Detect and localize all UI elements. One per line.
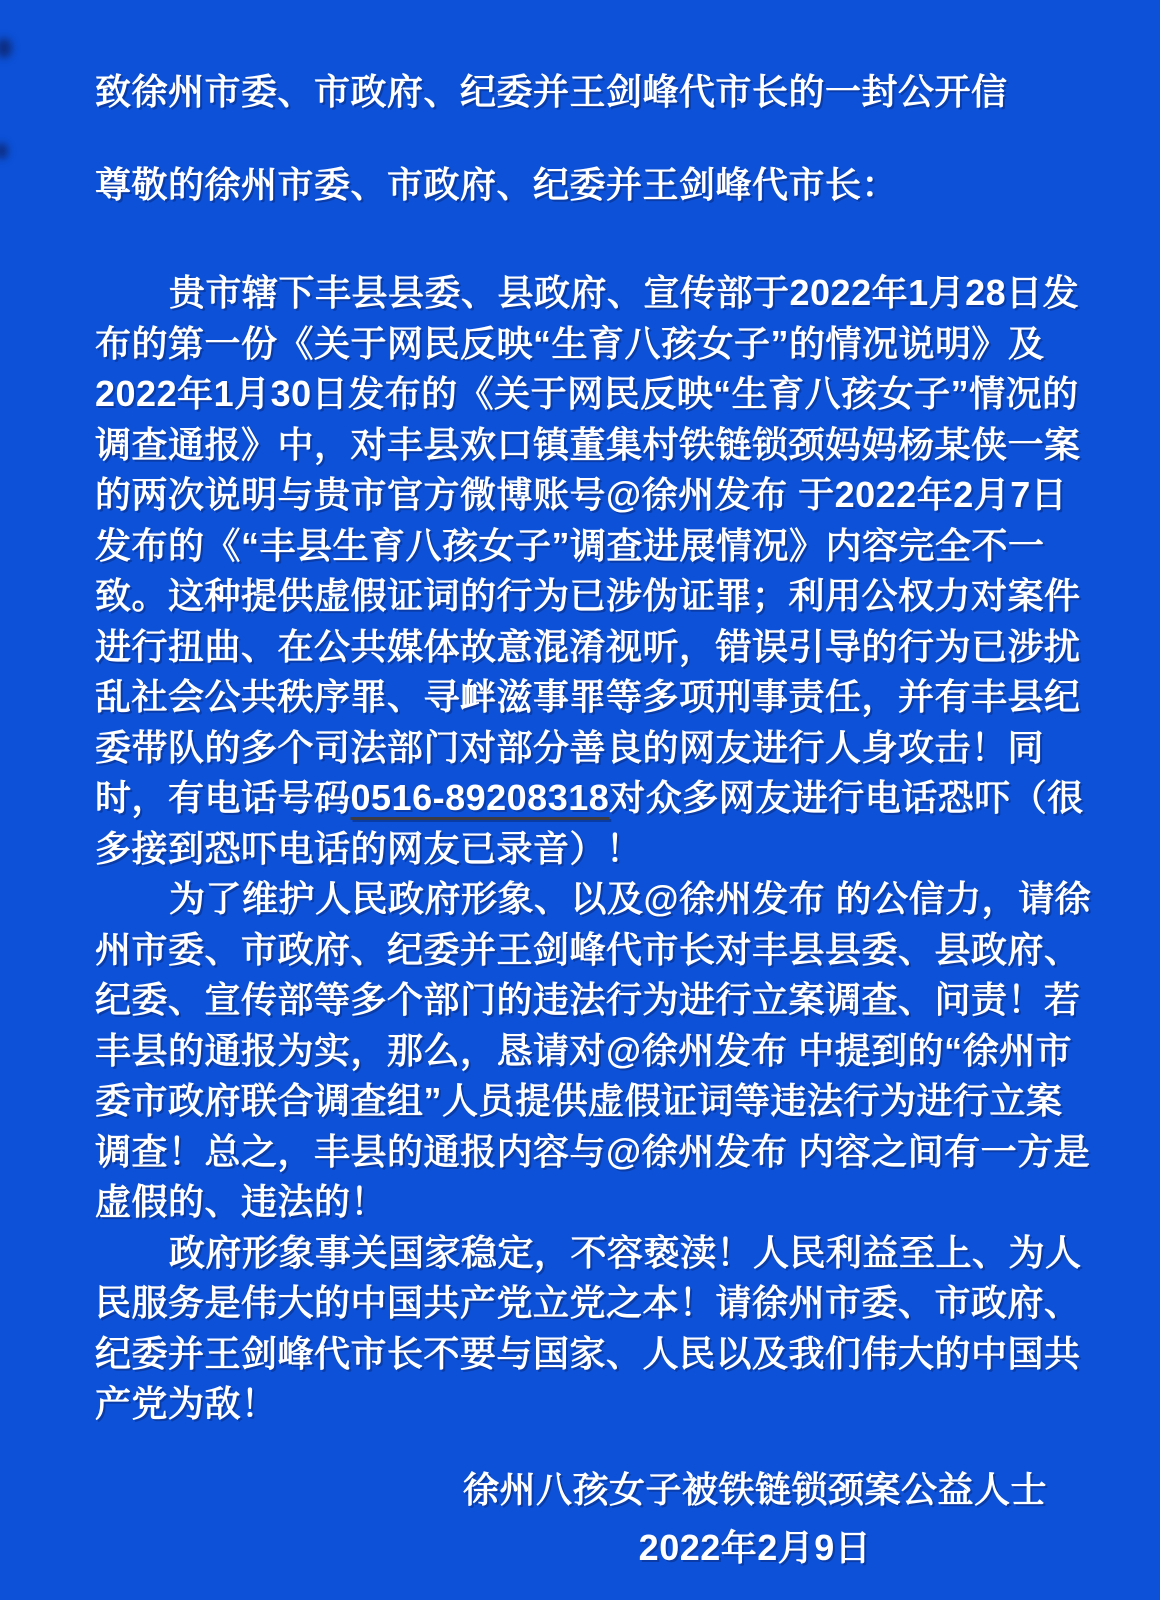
letter-salutation: 尊敬的徐州市委、市政府、纪委并王剑峰代市长： bbox=[95, 164, 899, 205]
letter-line bbox=[95, 1076, 1065, 1127]
letter-text: 发布的《“丰县生育八孩女子”调查进展情况》内容完全不一 bbox=[95, 524, 1045, 566]
letter-line bbox=[95, 1127, 1091, 1178]
letter-line bbox=[95, 521, 1065, 572]
signature-date: 2022年2月9日 bbox=[638, 1527, 872, 1568]
letter-text: 产党为敌！ bbox=[95, 1383, 278, 1424]
letter-text: 时，有电话号码 bbox=[95, 777, 351, 818]
letter-text: 进行扭曲、在公共媒体故意混淆视听，错误引导的行为已涉扰 bbox=[95, 625, 1081, 667]
scan-artifact bbox=[0, 143, 8, 159]
letter-text: 调查通报》中，对丰县欢口镇董集村铁链锁颈妈妈杨某侠一案 bbox=[95, 423, 1081, 465]
letter-line bbox=[95, 1228, 1082, 1279]
letter-body bbox=[95, 268, 1092, 1430]
letter-text: 丰县的通报为实，那么，恳请对@徐州发布 中提到的“徐州市 bbox=[95, 1029, 1073, 1071]
letter-text: 纪委、宣传部等多个部门的违法行为进行立案调查、问责！若 bbox=[95, 979, 1081, 1020]
signature-name: 徐州八孩女子被铁链锁颈案公益人士 bbox=[462, 1469, 1047, 1510]
letter-line bbox=[95, 571, 1081, 622]
letter-text: 政府形象事关国家稳定，不容亵渎！人民利益至上、为人 bbox=[169, 1231, 1082, 1273]
letter-text: 致。这种提供虚假证词的行为已涉伪证罪；利用公权力对案件 bbox=[95, 575, 1081, 616]
letter-line bbox=[95, 1329, 1081, 1380]
letter-line bbox=[95, 622, 1081, 673]
letter-line bbox=[95, 420, 1081, 471]
letter-text: 多接到恐吓电话的网友已录音）！ bbox=[95, 827, 643, 869]
letter-line bbox=[95, 369, 1079, 420]
letter-text: 2022年1月30日发布的《关于网民反映“生育八孩女子”情况的 bbox=[95, 373, 1079, 414]
letter-text: 的两次说明与贵市官方微博账号@徐州发布 于2022年2月7日 bbox=[95, 474, 1068, 515]
letter-line bbox=[95, 268, 1080, 319]
letter-line bbox=[95, 672, 1081, 723]
letter-line bbox=[95, 975, 1081, 1026]
letter-text: 虚假的、违法的！ bbox=[95, 1181, 388, 1222]
letter-line bbox=[95, 1177, 1065, 1228]
letter-line bbox=[95, 319, 1065, 370]
letter-line bbox=[95, 470, 1068, 521]
letter-text: 民服务是伟大的中国共产党立党之本！请徐州市委、市政府、 bbox=[95, 1282, 1081, 1323]
scan-artifact bbox=[0, 38, 12, 58]
letter-line bbox=[95, 1278, 1081, 1329]
letter-line bbox=[95, 773, 1084, 824]
letter-line bbox=[95, 925, 1081, 976]
letter-text: 对众多网友进行电话恐吓（很 bbox=[609, 777, 1084, 818]
letter-text: 委市政府联合调查组”人员提供虚假证词等违法行为进行立案 bbox=[95, 1080, 1063, 1121]
letter-line bbox=[95, 874, 1092, 925]
letter-line bbox=[95, 723, 1065, 774]
letter-text: 委带队的多个司法部门对部分善良的网友进行人身攻击！同 bbox=[95, 726, 1045, 768]
letter-line bbox=[95, 1379, 1065, 1430]
letter-text: 为了维护人民政府形象、以及@徐州发布 的公信力，请徐 bbox=[169, 878, 1092, 919]
letter-text: 纪委并王剑峰代市长不要与国家、人民以及我们伟大的中国共 bbox=[95, 1332, 1081, 1374]
letter-title: 致徐州市委、市政府、纪委并王剑峰代市长的一封公开信 bbox=[95, 71, 1008, 112]
letter-line bbox=[95, 1026, 1073, 1077]
letter-text: 调查！总之，丰县的通报内容与@徐州发布 内容之间有一方是 bbox=[95, 1130, 1091, 1172]
phone-number: 0516-89208318 bbox=[350, 777, 610, 818]
signature-block bbox=[463, 1468, 1047, 1570]
letter-text: 乱社会公共秩序罪、寻衅滋事罪等多项刑事责任，并有丰县纪 bbox=[95, 676, 1081, 717]
letter-text: 州市委、市政府、纪委并王剑峰代市长对丰县县委、县政府、 bbox=[95, 928, 1081, 970]
letter-text: 布的第一份《关于网民反映“生育八孩女子”的情况说明》及 bbox=[95, 322, 1045, 364]
letter-line bbox=[95, 824, 1065, 875]
letter-text: 贵市辖下丰县县委、县政府、宣传部于2022年1月28日发 bbox=[169, 272, 1080, 313]
